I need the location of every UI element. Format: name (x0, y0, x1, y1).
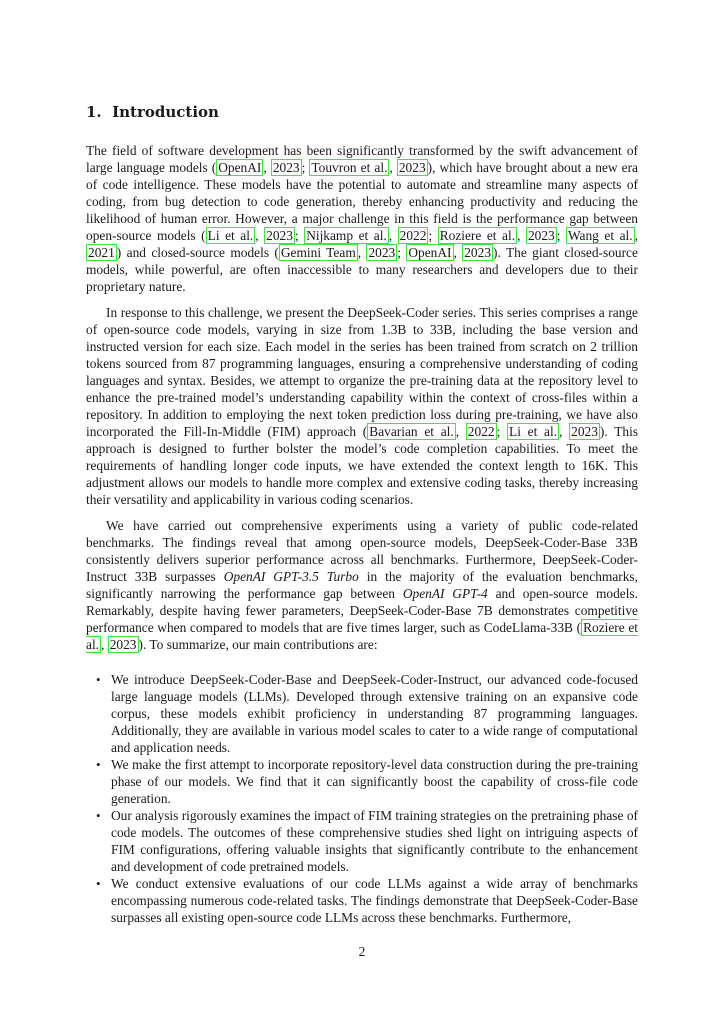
list-item: • We make the first attempt to incorporate repository-level data construction during the pre-training phase of our models. We find that it can significantly boost the capability of cross-file code generation. (96, 757, 638, 806)
citation-link[interactable]: 2023 (571, 424, 598, 439)
citation-link[interactable]: 2023 (527, 228, 555, 243)
model-name-emphasis: OpenAI GPT-3.5 Turbo (223, 569, 359, 584)
citation-link[interactable]: Touvron et al. (311, 160, 388, 175)
intro-paragraph-1: The field of software development has been significantly transformed by the swift advancement of large language models ( OpenAI , 2023 ; Touvron et al. , 2023 ), which have brought about a new era of code intelligence. These models have the potential to automate and streamline many aspects of coding, from bug detection to code generation, thereby enhancing productivity and reducing the likelihood of human error. However, a major challenge in this field is the performance gap between open-source models ( Li et al. , 2023 ; Nijkamp et al. , 2022 ; Roziere et al. , 2023 ; Wang et al. , 2021 ) and closed-source models ( Gemini Team , 2023 ; OpenAI , 2023 ). The giant closed-source models, while powerful, are often inaccessible to many researchers and developers due to their proprietary nature. (86, 143, 638, 294)
citation-link[interactable]: 2023 (464, 245, 492, 260)
list-item: • We introduce DeepSeek-Coder-Base and DeepSeek-Coder-Instruct, our advanced code-focused large language models (LLMs). Developed through extensive training on an expansive code corpus, these models exhibit proficiency in understanding 87 programming languages. Additionally, they are available in various model scales to cater to a wide range of computational and application needs. (96, 672, 638, 755)
bullet-icon: • (96, 808, 101, 823)
intro-paragraph-3: We have carried out comprehensive experiments using a variety of public code-related benchmarks. The findings reveal that among open-source models, DeepSeek-Coder-Base 33B consistently delivers superior performance across all benchmarks. Furthermore, DeepSeek-Coder-Instruct 33B surpasses OpenAI GPT-3.5 Turbo in the majority of the evaluation benchmarks, significantly narrowing the performance gap between OpenAI GPT-4 and open-source models. Remarkably, despite having fewer parameters, DeepSeek-Coder-Base 7B demonstrates competitive performance when compared to models that are five times larger, such as CodeLlama-33B ( Roziere et al. , 2023 ). To summarize, our main contributions are: (86, 518, 638, 652)
intro-paragraph-2: In response to this challenge, we present the DeepSeek-Coder series. This series comprises a range of open-source code models, varying in size from 1.3B to 33B, including the base version and instructed version for each size. Each model in the series has been trained from scratch on 2 trillion tokens sourced from 87 programming languages, ensuring a comprehensive understanding of coding languages and syntax. Besides, we attempt to organize the pre-training data at the repository level to enhance the pre-trained model’s understanding capability within the context of cross-files within a repository. In addition to employing the next token prediction loss during pre-training, we have also incorporated the Fill-In-Middle (FIM) approach ( Bavarian et al. , 2022 ; Li et al. , 2023 ). This approach is designed to further bolster the model’s code completion capabilities. To meet the requirements of handling longer code inputs, we have extended the context length to 16K. This adjustment allows our models to handle more complex and extensive coding tasks, thereby increasing their versatility and applicability in various coding scenarios. (86, 305, 639, 507)
contributions-list (86, 671, 638, 926)
model-name-emphasis: OpenAI GPT-4 (402, 586, 488, 601)
list-item: • We conduct extensive evaluations of our code LLMs against a wide array of benchmarks encompassing numerous code-related tasks. The findings demonstrate that DeepSeek-Coder-Base surpasses all existing open-source code LLMs across these benchmarks. Furthermore, (96, 876, 638, 925)
page-content (86, 100, 638, 926)
citation-link[interactable]: 2023 (272, 160, 300, 175)
citation-link[interactable]: Gemini Team (280, 245, 356, 260)
citation-link[interactable]: Li et al. (207, 228, 254, 243)
citation-link[interactable]: 2023 (109, 637, 137, 652)
citation-link[interactable]: Roziere et al. (439, 228, 516, 243)
list-item: • Our analysis rigorously examines the impact of FIM training strategies on the pretraining phase of code models. The outcomes of these comprehensive studies shed light on intriguing aspects of FIM configurations, offering valuable insights that significantly contribute to the enhancement and development of code pretrained models. (96, 808, 638, 874)
citation-link[interactable]: 2023 (266, 228, 293, 243)
citation-link[interactable]: 2023 (368, 245, 396, 260)
citation-link[interactable]: OpenAI (408, 245, 452, 260)
citation-link[interactable]: 2023 (398, 160, 426, 175)
citation-link[interactable]: 2021 (88, 245, 115, 260)
citation-link[interactable]: Nijkamp et al. (306, 228, 387, 243)
citation-link[interactable]: Li et al. (509, 424, 558, 439)
citation-link[interactable]: Bavarian et al. (369, 424, 454, 439)
citation-link[interactable]: Wang et al. (567, 228, 633, 243)
citation-link[interactable]: 2022 (467, 424, 495, 439)
section-heading (86, 100, 638, 124)
citation-link[interactable]: Roziere et al. (86, 620, 638, 652)
bullet-icon: • (96, 672, 101, 687)
bullet-icon: • (96, 876, 101, 891)
citation-link[interactable]: 2022 (399, 228, 427, 243)
page-number: 2 (358, 944, 366, 959)
citation-link[interactable]: OpenAI (218, 160, 262, 175)
bullet-icon: • (96, 757, 101, 772)
section-title: Introduction (112, 103, 219, 121)
section-number: 1. (86, 103, 102, 121)
